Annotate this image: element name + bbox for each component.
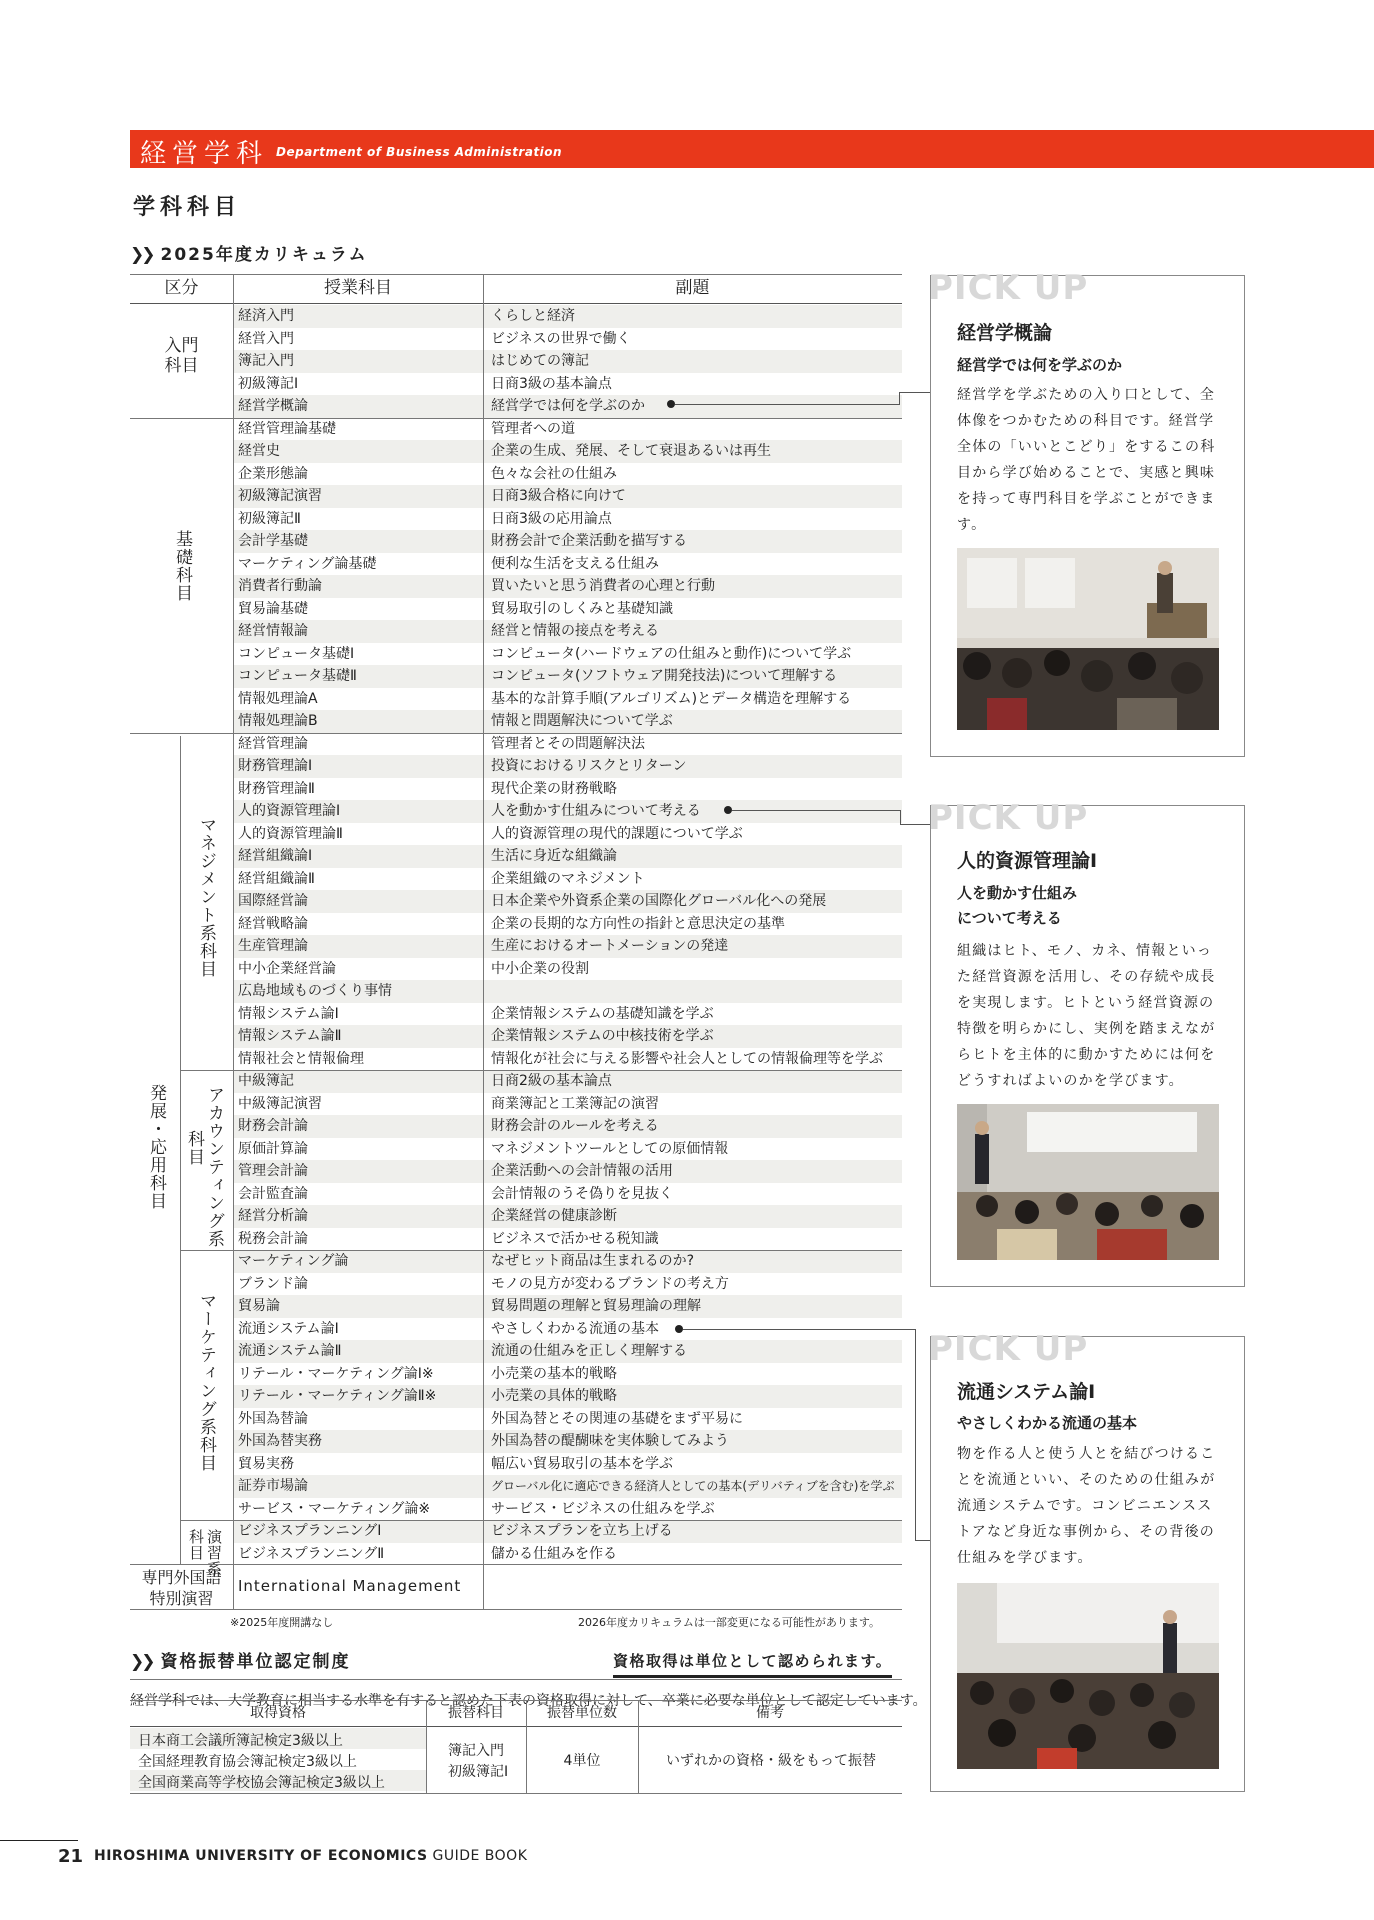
subject-topic: 小売業の具体的戦略 [491,1388,617,1404]
subject-name: マーケティング論 [238,1253,349,1269]
subject-name: 財務管理論Ⅰ [238,758,313,774]
subject-name: 経営学概論 [238,398,308,414]
subject-name: 人的資源管理論Ⅰ [238,803,341,819]
column-header-qualification: 取得資格 [250,1705,306,1721]
footer-guidebook: GUIDE BOOK [427,1848,528,1864]
table-row [233,1160,902,1183]
chevron-right-icon: ❯❯ [130,245,153,265]
pickup-subtitle: 人を動かす仕組み について考える [957,884,1078,927]
subject-name: 貿易論基礎 [238,600,308,617]
subject-name: 人的資源管理論Ⅱ [238,825,343,842]
category-intro: 入門 科目 [164,336,199,377]
subject-topic: はじめての簿記 [491,353,589,369]
subject-name: 企業形態論 [238,465,308,482]
column-header-topic: 副題 [675,278,710,298]
subject-topic: 経営学では何を学ぶのか [491,398,645,414]
subject-topic: 日商2級の基本論点 [491,1073,612,1089]
subject-name: 中級簿記演習 [238,1095,322,1112]
subject-topic: コンピュータ(ハードウェアの仕組みと動作)について学ぶ [491,645,852,662]
table-row [233,1250,902,1273]
table-row [233,913,902,936]
subject-name: 簿記入門 [238,353,294,369]
table-row [233,845,902,868]
subject-name: 情報処理論A [238,690,318,707]
subject-name: 経営組織論Ⅱ [238,870,315,887]
table-row [233,778,902,801]
subject-name: 広島地域ものづくり事情 [238,983,392,999]
footer-rule [0,1840,78,1841]
section-title: 学科科目 [133,195,242,220]
subject-name: ビジネスプランニングⅠ [238,1523,382,1539]
subject-name: 流通システム論Ⅰ [238,1320,339,1337]
transfer-units: 4単位 [563,1753,601,1769]
table-row [233,575,902,598]
table-row [233,1273,902,1296]
subject-name: 原価計算論 [238,1140,308,1157]
subject-topic: サービス・ビジネスの仕組みを学ぶ [491,1500,715,1517]
table-row [233,328,902,351]
table-row [233,1048,902,1071]
category-practice: 演習系 [205,1529,223,1577]
subject-name: 経営情報論 [238,623,308,639]
connector-dot [724,806,732,814]
subject-topic: 商業簿記と工業簿記の演習 [491,1095,659,1112]
group-separator [180,1070,902,1071]
subject-name: リテール・マーケティング論Ⅱ※ [238,1388,437,1404]
subject-topic: 中小企業の役割 [491,960,589,977]
table-row [233,665,902,688]
table-row [233,1543,902,1566]
classroom-photo [957,1104,1219,1260]
table-row [233,1093,902,1116]
group-separator [180,1250,902,1251]
subject-name: 管理会計論 [238,1163,308,1179]
subject-name: コンピュータ基礎Ⅰ [238,645,355,662]
subject-name: 経営組織論Ⅰ [238,848,313,864]
subject-topic: 貿易取引のしくみと基礎知識 [491,600,673,617]
subject-name: 経営管理論 [238,735,308,752]
table-row [233,395,902,418]
note-not-offered: ※2025年度開講なし [230,1616,334,1629]
note-curriculum-change: 2026年度カリキュラムは一部変更になる可能性があります。 [578,1616,881,1629]
subject-name: サービス・マーケティング論※ [238,1500,431,1517]
table-row [233,350,902,373]
subject-topic: 幅広い貿易取引の基本を学ぶ [491,1455,673,1472]
subject-name: 貿易論 [238,1298,280,1314]
table-row [233,553,902,576]
subject-topic: 会計情報のうそ偽りを見抜く [491,1185,673,1202]
table-row [233,508,902,531]
qualification-item: 全国経理教育協会簿記検定3級以上 [138,1754,357,1770]
table-row [233,440,902,463]
qualification-table [130,1700,902,1796]
category-practice-suffix: 科目 [187,1529,205,1561]
subject-name: マーケティング論基礎 [238,555,377,572]
subject-topic: 流通の仕組みを正しく理解する [491,1343,687,1359]
pickup-title: 人的資源管理論Ⅰ [957,850,1098,872]
subject-topic: 情報と問題解決について学ぶ [491,713,673,729]
table-row [233,755,902,778]
connector-line [915,1540,930,1541]
column-header-category: 区分 [164,278,199,298]
qualification-heading-text: 資格振替単位認定制度 [160,1652,351,1672]
subject-name: 中級簿記 [238,1073,294,1089]
table-row [233,373,902,396]
column-header-transfer-units: 振替単位数 [547,1705,617,1721]
category-accounting: アカウンティング系 [204,1086,224,1248]
transfer-remark: いずれかの資格・級をもって振替 [666,1753,876,1769]
subject-name: 経営戦略論 [238,915,308,932]
subject-topic: 便利な生活を支える仕組み [491,555,659,572]
subject-topic: 外国為替の醍醐味を実体験してみよう [491,1433,729,1449]
table-row [233,485,902,508]
subject-name: 国際経営論 [238,893,308,909]
subject-name: 財務会計論 [238,1118,308,1134]
subject-name: 税務会計論 [238,1230,308,1247]
table-row [233,890,902,913]
subject-topic: モノの見方が変わるブランドの考え方 [491,1275,729,1292]
pickup-watermark: PICK UP [928,798,1089,838]
table-row [233,823,902,846]
pickup-body: 経営学を学ぶための入り口として、全体像をつかむための科目です。経営学全体の「いいとこどり」をするこの科目から学び始めることで、実感と興味を持って専門科目を学ぶことができます。 [957,387,1216,533]
subject-topic: 企業の生成、発展、そして衰退あるいは再生 [491,443,771,459]
subject-topic: やさしくわかる流通の基本 [491,1320,659,1337]
subject-topic: 生産におけるオートメーションの発達 [491,938,729,954]
subject-name: リテール・マーケティング論Ⅰ※ [238,1365,434,1382]
table-row [233,980,902,1003]
page-number: 21 [58,1846,84,1867]
qualification-item: 日本商工会議所簿記検定3級以上 [138,1733,343,1749]
table-row [233,1070,902,1093]
category-applied: 発展・応用科目 [146,1084,166,1210]
column-header-remarks: 備考 [756,1705,784,1721]
table-row [233,935,902,958]
subject-name: 情報システム論Ⅰ [238,1005,339,1022]
category-marketing: マーケティング系科目 [196,1292,216,1472]
subject-name: 経営史 [238,443,280,459]
subject-name: 消費者行動論 [238,578,322,594]
category-basic: 基礎科目 [172,530,192,602]
department-name-en: Department of Business Administration [276,145,563,159]
category-accounting-suffix: 科目 [184,1130,204,1166]
subject-topic: 財務会計で企業活動を描写する [491,533,687,549]
qualification-tagline: 資格取得は単位として認められます。 [613,1650,892,1678]
group-separator [130,418,902,419]
subject-topic: 小売業の基本的戦略 [491,1365,617,1382]
subject-topic: グローバル化に適応できる経済人としての基本(デリバティブを含む)を学ぶ [491,1479,895,1493]
pickup-title: 経営学概論 [957,322,1053,344]
category-management: マネジメント系科目 [196,816,216,978]
table-row [233,710,902,733]
table-row [233,1003,902,1026]
subject-topic: 企業活動への会計情報の活用 [491,1163,673,1179]
qualification-lead: 経営学科では、大学教育に相当する水準を有すると認めた下表の資格取得に対して、卒業に必要な単位として認定しています。 [130,1693,927,1709]
subject-topic: 外国為替とその関連の基礎をまず平易に [491,1410,743,1427]
table-row [233,530,902,553]
foreign-subject: International Management [238,1577,462,1595]
table-row [233,418,902,441]
connector-line [900,810,931,825]
subject-topic: 情報化が社会に与える影響や社会人としての情報倫理等を学ぶ [491,1050,883,1067]
footer-guidebook-title [94,1848,527,1864]
subject-name: 中小企業経営論 [238,960,336,977]
group-separator [130,733,902,734]
table-row [233,1025,902,1048]
subject-name: 証券市場論 [238,1478,308,1494]
subject-name: 経済入門 [238,308,294,324]
subject-topic: 企業組織のマネジメント [491,870,645,887]
connector-line [683,1329,916,1541]
subject-name: コンピュータ基礎Ⅱ [238,668,357,684]
curriculum-heading [130,240,368,265]
table-row [233,1115,902,1138]
footer-university: HIROSHIMA UNIVERSITY OF ECONOMICS [94,1848,428,1864]
category-foreign-language: 専門外国語 特別演習 [141,1568,222,1608]
subject-name: 情報処理論B [238,713,318,729]
table-row [233,1295,902,1318]
subject-name: 経営管理論基礎 [238,420,336,437]
subject-topic: 儲かる仕組みを作る [491,1545,617,1562]
transfer-subject: 初級簿記Ⅰ [448,1764,509,1780]
table-row [233,688,902,711]
subject-topic: 企業の長期的な方向性の指針と意思決定の基準 [491,915,785,932]
subject-name: 経営分析論 [238,1208,308,1224]
subject-name: 初級簿記Ⅰ [238,375,299,392]
subject-topic: 日商3級の応用論点 [491,510,612,527]
table-row [233,643,902,666]
subject-topic: 人を動かす仕組みについて考える [491,803,701,819]
pickup-card-3 [928,1329,1245,1792]
classroom-photo [957,1583,1219,1769]
table-row [233,1228,902,1251]
subject-name: 生産管理論 [238,938,308,954]
table-row [233,1183,902,1206]
subject-name: 情報システム論Ⅱ [238,1028,342,1044]
pickup-watermark: PICK UP [928,1329,1089,1369]
table-row [233,598,902,621]
subject-topic: 管理者への道 [491,420,575,437]
subject-topic: 基本的な計算手順(アルゴリズム)とデータ構造を理解する [491,690,852,707]
column-header-subject: 授業科目 [324,278,392,298]
subject-name: 貿易実務 [238,1455,294,1472]
subject-name: 外国為替論 [238,1410,308,1427]
subject-topic: コンピュータ(ソフトウェア開発技法)について理解する [491,668,838,684]
subject-name: ブランド論 [238,1275,308,1292]
subject-topic: 現代企業の財務戦略 [491,780,617,797]
connector-dot [675,1325,683,1333]
table-row [233,1205,902,1228]
subject-name: 初級簿記演習 [238,488,322,504]
subject-name: 会計学基礎 [238,533,308,549]
curriculum-heading-text: 2025年度カリキュラム [160,245,368,265]
subject-name: ビジネスプランニングⅡ [238,1545,385,1562]
table-row [233,733,902,756]
table-row [233,1138,902,1161]
pickup-card-1 [928,268,1245,757]
subject-topic: 企業情報システムの中核技術を学ぶ [491,1028,714,1044]
connector-line [899,392,931,405]
table-row [233,463,902,486]
connector-line [732,810,900,811]
classroom-photo [957,548,1219,730]
transfer-subject: 簿記入門 [448,1743,504,1759]
subject-topic: くらしと経済 [491,308,575,324]
department-banner [130,130,1374,168]
subject-name: 流通システム論Ⅱ [238,1343,342,1359]
subject-topic: 日商3級の基本論点 [491,375,612,392]
department-name-jp: 経営学科 [140,139,269,169]
subject-topic: 生活に身近な組織論 [491,848,617,864]
subject-topic: 企業経営の健康診断 [491,1208,617,1224]
subject-topic: 色々な会社の仕組み [491,465,617,482]
subject-name: 初級簿記Ⅱ [238,510,301,527]
subject-topic: なぜヒット商品は生まれるのか? [491,1253,695,1269]
subject-topic: 人的資源管理の現代的課題について学ぶ [491,825,743,842]
table-row [233,800,902,823]
pickup-card-2 [928,798,1245,1287]
subject-topic: 企業情報システムの基礎知識を学ぶ [491,1005,714,1022]
pickup-body: 物を作る人と使う人とを結びつけることを流通といい、そのための仕組みが流通システムです。コンビニエンスストアなど身近な事例から、その背後の仕組みを学びます。 [957,1446,1216,1566]
pickup-title: 流通システム論Ⅰ [957,1381,1096,1403]
subject-name: 財務管理論Ⅱ [238,780,315,797]
subject-name: 経営入門 [238,330,294,347]
subject-topic: 買いたいと思う消費者の心理と行動 [491,578,715,594]
subject-topic: 投資におけるリスクとリターン [491,758,687,774]
table-row [233,305,902,328]
subject-topic: 日本企業や外資系企業の国際化グローバル化への発展 [491,893,827,909]
subject-name: 情報社会と情報倫理 [238,1050,364,1067]
subject-topic: 経営と情報の接点を考える [491,623,659,639]
table-row [233,868,902,891]
connector-dot [667,400,675,408]
table-row [233,620,902,643]
subject-topic: ビジネスプランを立ち上げる [491,1523,673,1539]
table-row [233,958,902,981]
pickup-body: 組織はヒト、モノ、カネ、情報といった経営資源を活用し、その存続や成長を実現します。ヒトという経営資源の特徴を明らかにし、実例を踏まえながらヒトを主体的に動かすためには何をどうすればよいのかを学びます。 [957,943,1216,1089]
subject-name: 外国為替実務 [238,1433,322,1449]
subject-name: 会計監査論 [238,1185,308,1202]
chevron-right-icon: ❯❯ [130,1652,153,1672]
pickup-subtitle: 経営学では何を学ぶのか [957,356,1123,374]
pickup-watermark: PICK UP [928,268,1089,308]
subject-topic: ビジネスで活かせる税知識 [491,1230,659,1247]
column-header-transfer-subject: 振替科目 [448,1705,504,1721]
subject-topic: 管理者とその問題解決法 [491,735,645,752]
qualification-heading [130,1647,351,1672]
subject-topic: 日商3級合格に向けて [491,488,626,504]
subject-topic: 貿易問題の理解と貿易理論の理解 [491,1298,701,1314]
subject-topic: ビジネスの世界で働く [491,330,631,347]
connector-line [675,404,899,405]
subject-topic: マネジメントツールとしての原価情報 [491,1140,729,1157]
pickup-subtitle: やさしくわかる流通の基本 [957,1414,1138,1432]
subject-topic: 財務会計のルールを考える [491,1118,659,1134]
qualification-item: 全国商業高等学校協会簿記検定3級以上 [138,1775,385,1791]
